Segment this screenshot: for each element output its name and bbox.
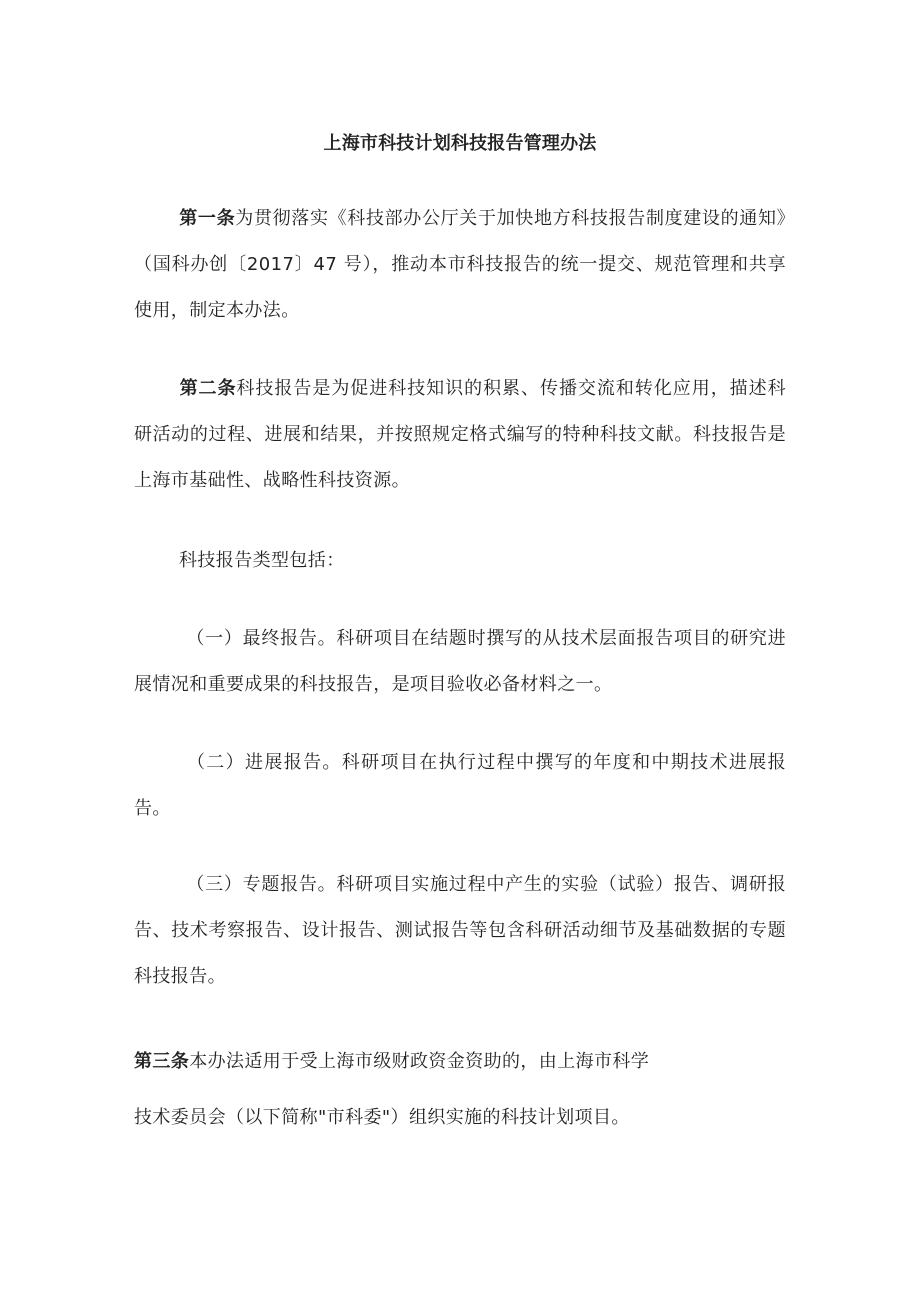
article-1-paragraph [134, 196, 786, 334]
type-1-paragraph [134, 616, 786, 708]
type-2-paragraph [134, 740, 786, 832]
article-3-line-2 [134, 1102, 786, 1134]
article-3-line-1 [134, 1046, 786, 1078]
article-2-lead: 第二条 [179, 378, 237, 399]
article-2-text: 科技报告是为促进科技知识的积累、传播交流和转化应用，描述科研活动的过程、进展和结果，并按照规定格式编写的特种科技文献。科技报告是上海市基础性、战略性科技资源。 [134, 378, 786, 491]
article-3-lead: 第三条 [134, 1051, 190, 1072]
document-title: 上海市科技计划科技报告管理办法 [323, 133, 597, 154]
article-1-text: 为贯彻落实《科技部办公厅关于加快地方科技报告制度建设的通知》（国科办创〔2017〕47 号），推动本市科技报告的统一提交、规范管理和共享使用，制定本办法。 [134, 208, 787, 321]
types-intro-text: 科技报告类型包括： [179, 550, 345, 571]
article-1-lead: 第一条 [179, 208, 236, 229]
article-3-text-line-1: 本办法适用于受上海市级财政资金资助的，由上海市科学 [189, 1051, 650, 1072]
types-intro-paragraph [134, 538, 786, 584]
type-2-text: （二）进展报告。科研项目在执行过程中撰写的年度和中期技术进展报告。 [134, 752, 786, 819]
type-1-text: （一）最终报告。科研项目在结题时撰写的从技术层面报告项目的研究进展情况和重要成果的科技报告，是项目验收必备材料之一。 [134, 628, 786, 695]
article-3-text-line-2: 技术委员会（以下简称"市科委"）组织实施的科技计划项目。 [134, 1107, 630, 1128]
type-3-text: （三）专题报告。科研项目实施过程中产生的实验（试验）报告、调研报告、技术考察报告、设计报告、测试报告等包含科研活动细节及基础数据的专题科技报告。 [134, 874, 786, 987]
article-2-paragraph [134, 366, 786, 504]
type-3-paragraph [134, 862, 786, 1000]
